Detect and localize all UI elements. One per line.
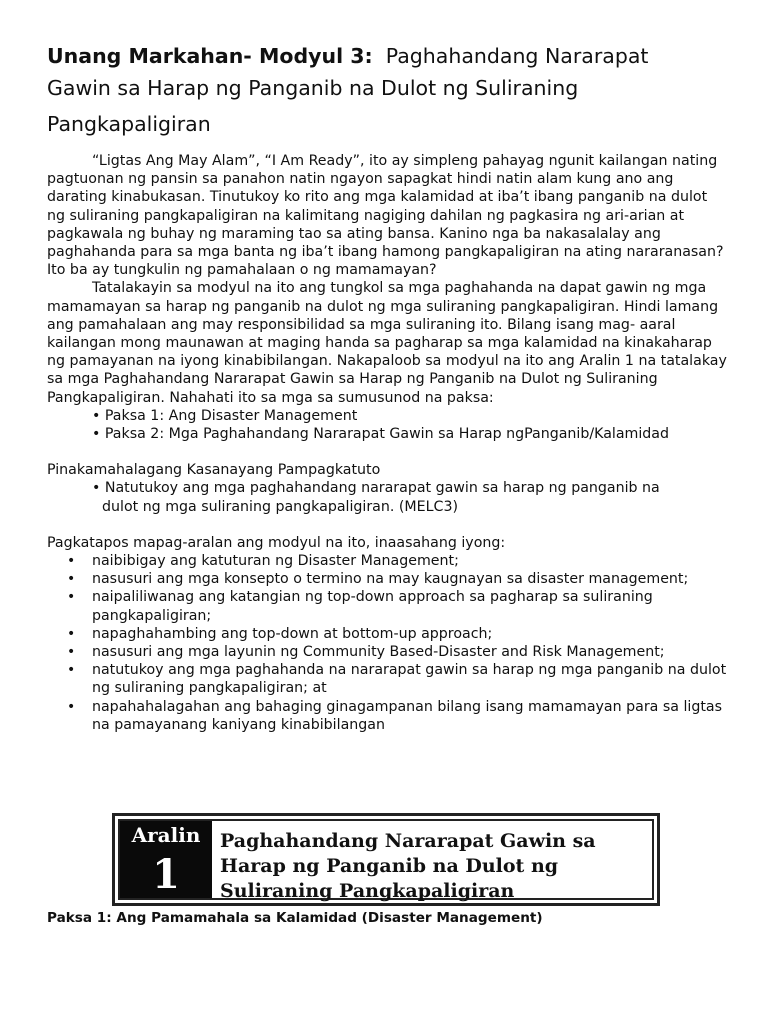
paksa-item-2: • Paksa 2: Mga Paghahandang Nararapat Gawin sa Harap ngPanganib/Kalamidad xyxy=(92,426,669,443)
lesson-title-line2: Harap ng Panganib na Dulot ng xyxy=(220,855,559,877)
bullet-icon: • xyxy=(67,625,76,642)
paksa-item-1: • Paksa 1: Ang Disaster Management xyxy=(92,407,358,424)
bullet-icon: • xyxy=(67,698,76,715)
list-item: • napahahalagahan ang bahaging ginagampanan bilang isang mamamayan para sa ligtas na pamayanang kaniyang kinabibilangan xyxy=(67,698,722,733)
module-title-prefix: Unang Markahan- Modyul 3: xyxy=(47,44,373,68)
lesson-title-line3: Suliraning Pangkapaligiran xyxy=(220,880,515,902)
list-item: • nasusuri ang mga konsepto o termino na may kaugnayan sa disaster management; xyxy=(67,571,689,588)
list-item: • napaghahambing ang top-down at bottom-up approach; xyxy=(67,625,493,642)
bullet-icon: • xyxy=(67,553,76,570)
lesson-banner-frame xyxy=(118,819,654,900)
melc-item xyxy=(47,479,727,515)
list-item: • natutukoy ang mga paghahanda na nararapat gawin sa harap ng mga panganib na dulot ng suliraning pangkapaligiran; at xyxy=(67,662,727,697)
module-title-line1: Paghahandang Nararapat xyxy=(385,44,649,68)
section-heading-paksa-1: Paksa 1: Ang Pamamahala sa Kalamidad (Disaster Management) xyxy=(47,910,543,926)
document-body xyxy=(47,152,727,734)
objectives-list xyxy=(47,552,727,734)
lesson-title xyxy=(220,829,646,904)
lesson-title-line1: Paghahandang Nararapat Gawin sa xyxy=(220,830,596,852)
melc-item-line2: dulot ng mga suliraning pangkapaligiran. (MELC3) xyxy=(102,498,459,515)
module-title xyxy=(47,40,737,140)
lesson-number-block xyxy=(120,821,212,898)
lesson-number: 1 xyxy=(152,851,180,898)
bullet-icon: • xyxy=(67,644,76,661)
lesson-label: Aralin xyxy=(131,823,201,847)
list-item: • naipaliliwanag ang katangian ng top-down approach sa pagharap sa suliraning pangkapaligiran; xyxy=(67,589,653,624)
melc-heading: Pinakamahalagang Kasanayang Pampagkatuto xyxy=(47,462,381,479)
objectives-heading: Pagkatapos mapag-aralan ang modyul na ito, inaasahang iyong: xyxy=(47,534,506,551)
list-item: • naibibigay ang katuturan ng Disaster Management; xyxy=(67,553,459,570)
intro-paragraph-1: “Ligtas Ang May Alam”, “I Am Ready”, ito ay simpleng pahayag ngunit kailangan nating pagtuonan ng pansin sa panahon natin ngayon sapagkat hindi natin alam kung ano ang darating kinabukasan. Tinutukoy ko rito ang mga kalamidad at iba’t ibang panganib na dulot ng suliraning pangkapaligiran na kalimitang nagiging dahilan ng pagkasira ng ari-arian at pagkawala ng buhay ng maraming tao sa ating bansa. Kanino nga ba nakasalalay ang paghahanda para sa mga banta ng iba’t ibang hamong pangkapaligiran na ating nararanasan? Ito ba ay tungkulin ng pamahalaan o ng mamamayan? xyxy=(47,153,724,279)
intro-paragraph-2: Tatalakayin sa modyul na ito ang tungkol sa mga paghahanda na dapat gawin ng mga mamamayan sa harap ng panganib na dulot ng mga suliraning pangkapaligiran. Hindi lamang ang pamahalaan ang may responsibilidad sa mga suliraning ito. Bilang isang mag- aaral kailangan mong maunawan at maging handa sa pagharap sa mga kalamidad na kinakaharap ng pamayanan na iyong kinabibilangan. Nakapaloob sa modyul na ito ang Aralin 1 na tatalakay sa mga Paghahandang Nararapat Gawin sa Harap ng Panganib na Dulot ng Suliraning Pangkapaligiran. Nahahati ito sa mga sa sumusunod na paksa: xyxy=(47,280,727,406)
bullet-icon: • xyxy=(67,571,76,588)
lesson-banner xyxy=(112,813,660,906)
melc-item-line1: • Natutukoy ang mga paghahandang nararapat gawin sa harap ng panganib na xyxy=(92,480,660,497)
bullet-icon: • xyxy=(67,662,76,679)
list-item: • nasusuri ang mga layunin ng Community Based-Disaster and Risk Management; xyxy=(67,644,665,661)
module-title-line3: Pangkapaligiran xyxy=(47,112,211,136)
module-title-line2: Gawin sa Harap ng Panganib na Dulot ng Suliraning xyxy=(47,76,579,100)
bullet-icon: • xyxy=(67,589,76,606)
